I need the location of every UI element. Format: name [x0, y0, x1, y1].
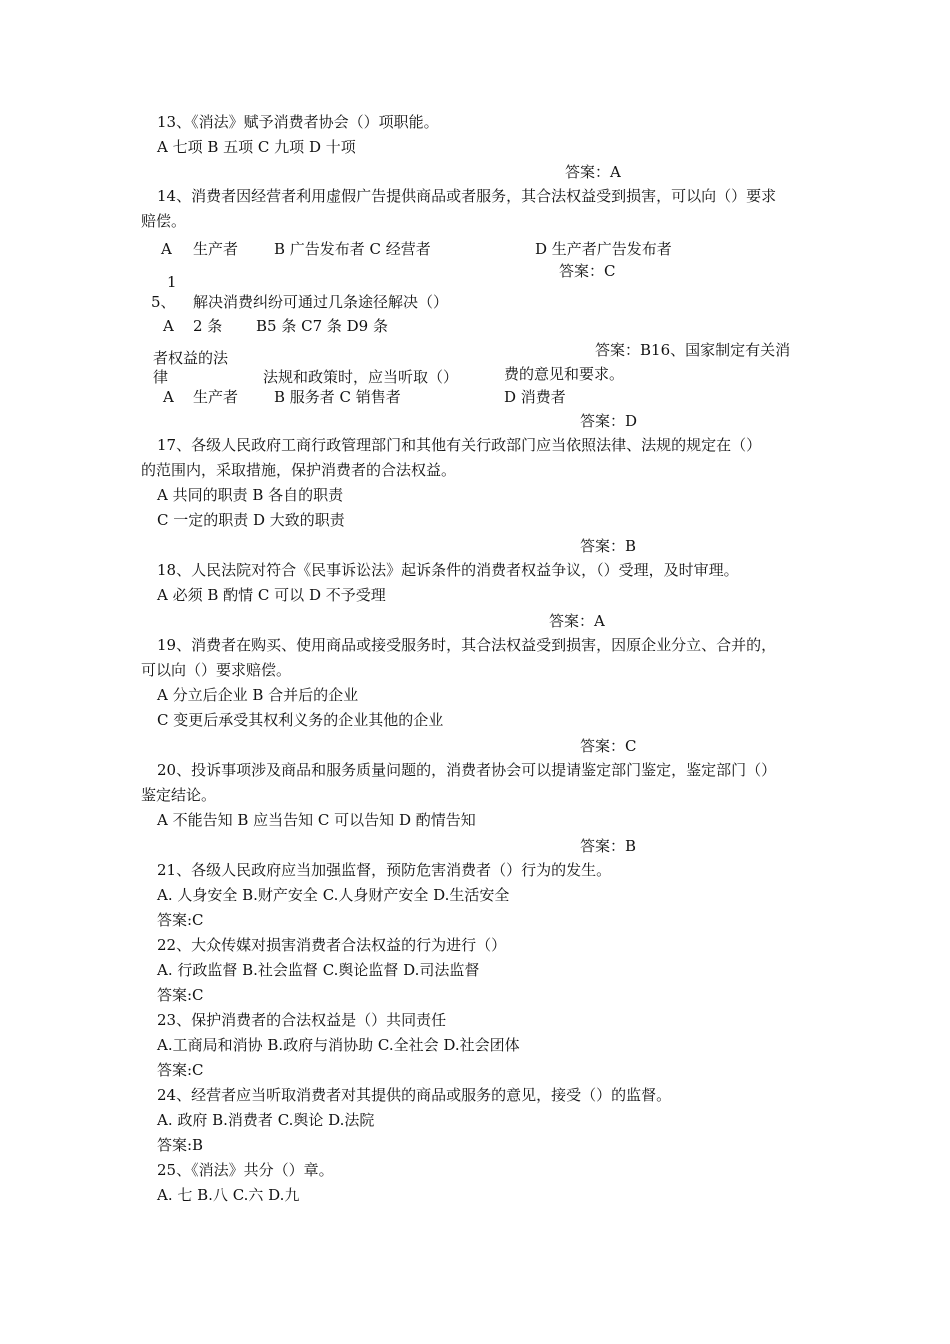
q19-options-line1: A 分立后企业 B 合并后的企业 [157, 686, 359, 704]
q21-stem: 21、各级人民政府应当加强监督，预防危害消费者（）行为的发生。 [157, 861, 612, 879]
q15-number-part1: 1 [167, 273, 177, 291]
q14-stem-line2: 赔偿。 [141, 212, 187, 230]
q20-answer: 答案：B [580, 837, 637, 855]
q14-answer: 答案：C [559, 262, 616, 280]
q22-stem: 22、大众传媒对损害消费者合法权益的行为进行（） [157, 936, 507, 954]
q17-answer: 答案：B [580, 537, 637, 555]
q15-stem: 解决消费纠纷可通过几条途径解决（） [193, 293, 449, 311]
q23-options: A.工商局和消协 B.政府与消协助 C.全社会 D.社会团体 [157, 1036, 520, 1054]
q15-number-part2: 5、 [151, 293, 176, 311]
q15-option-a-text: 2 条 [193, 317, 223, 335]
q21-options: A. 人身安全 B.财产安全 C.人身财产安全 D.生活安全 [157, 886, 510, 904]
q16-answer: 答案：D [580, 412, 638, 430]
q14-options-bc: B 广告发布者 C 经营者 [274, 240, 431, 258]
q22-options: A. 行政监督 B.社会监督 C.舆论监督 D.司法监督 [157, 961, 480, 979]
q19-stem-line1: 19、消费者在购买、使用商品或接受服务时，其合法权益受到损害，因原企业分立、合并的， [157, 636, 777, 654]
q24-answer: 答案:B [157, 1136, 204, 1154]
q14-option-a-letter: A [161, 240, 172, 258]
q22-answer: 答案:C [157, 986, 204, 1004]
q16-fragment-left-1: 者权益的法 [153, 349, 229, 367]
q19-options-line2: C 变更后承受其权利义务的企业其他的企业 [157, 711, 444, 729]
q15-answer: 答案：B16、国家制定有关消 [595, 341, 791, 359]
q13-answer: 答案：A [565, 163, 621, 181]
q16-fragment-left-2: 律 [153, 368, 169, 386]
q23-answer: 答案:C [157, 1061, 204, 1079]
q24-stem: 24、经营者应当听取消费者对其提供的商品或服务的意见，接受（）的监督。 [157, 1086, 672, 1104]
q17-options-line2: C 一定的职责 D 大致的职责 [157, 511, 345, 529]
q24-options: A. 政府 B.消费者 C.舆论 D.法院 [157, 1111, 375, 1129]
q16-fragment-right: 费的意见和要求。 [504, 365, 625, 383]
q16-fragment-mid: 法规和政策时，应当听取（） [263, 368, 459, 386]
q18-options: A 必须 B 酌情 C 可以 D 不予受理 [157, 586, 386, 604]
q15-options-bcd: B5 条 C7 条 D9 条 [256, 317, 388, 335]
q14-option-d: D 生产者广告发布者 [535, 240, 672, 258]
q16-option-a-letter: A [163, 388, 174, 406]
q15-option-a-letter: A [163, 317, 174, 335]
q18-stem: 18、人民法院对符合《民事诉讼法》起诉条件的消费者权益争议，（）受理，及时审理。 [157, 561, 739, 579]
q14-stem-line1: 14、消费者因经营者利用虚假广告提供商品或者服务，其合法权益受到损害，可以向（）要求 [157, 187, 777, 205]
q23-stem: 23、保护消费者的合法权益是（）共同责任 [157, 1011, 447, 1029]
q20-stem-line2: 鉴定结论。 [141, 786, 217, 804]
q20-options: A 不能告知 B 应当告知 C 可以告知 D 酌情告知 [157, 811, 476, 829]
q17-stem-line1: 17、各级人民政府工商行政管理部门和其他有关行政部门应当依照法律、法规的规定在（） [157, 436, 762, 454]
q13-options: A 七项 B 五项 C 九项 D 十项 [157, 138, 356, 156]
q16-options-bc: B 服务者 C 销售者 [274, 388, 401, 406]
q14-option-a-text: 生产者 [193, 240, 239, 258]
q19-stem-line2: 可以向（）要求赔偿。 [141, 661, 292, 679]
q25-options: A. 七 B.八 C.六 D.九 [157, 1186, 300, 1204]
q13-stem: 13、《消法》赋予消费者协会（）项职能。 [157, 113, 439, 131]
q16-option-a-text: 生产者 [193, 388, 239, 406]
q18-answer: 答案：A [549, 612, 605, 630]
q16-option-d: D 消费者 [504, 388, 566, 406]
q21-answer: 答案:C [157, 911, 204, 929]
q17-options-line1: A 共同的职责 B 各自的职责 [157, 486, 344, 504]
q17-stem-line2: 的范围内，采取措施，保护消费者的合法权益。 [141, 461, 457, 479]
q25-stem: 25、《消法》共分（）章。 [157, 1161, 334, 1179]
q20-stem-line1: 20、投诉事项涉及商品和服务质量问题的，消费者协会可以提请鉴定部门鉴定，鉴定部门（） [157, 761, 777, 779]
q19-answer: 答案：C [580, 737, 637, 755]
